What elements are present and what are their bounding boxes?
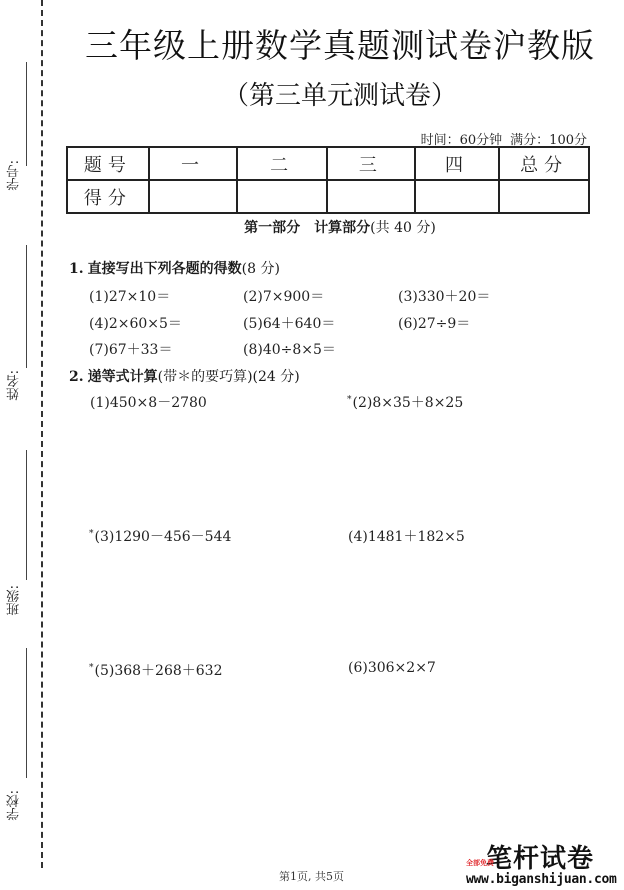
brand-logo[interactable] (466, 838, 622, 890)
part-heading (60, 217, 620, 237)
q1-item-2: (2)7×900＝ (243, 289, 325, 305)
question-1-heading (69, 258, 280, 278)
question-number: 1. (69, 261, 84, 277)
score-cell-2[interactable] (237, 180, 327, 213)
score-cell-total[interactable] (499, 180, 589, 213)
header-cell-2: 二 (237, 147, 327, 180)
logo-name: 笔杆试卷 (486, 844, 595, 874)
page-subtitle: （第三单元测试卷） (222, 81, 457, 111)
question-number: 2. (69, 369, 84, 385)
q2-item-2 (347, 392, 463, 412)
q2-item-1 (89, 392, 207, 412)
q2-item-6 (347, 660, 436, 676)
q1-item-8: (8)40÷8×5＝ (243, 342, 336, 358)
part-points: (共 40 分) (370, 220, 436, 236)
question-points: (8 分) (241, 261, 280, 277)
star-marker: * (347, 395, 352, 405)
score-table-header-row (67, 147, 589, 180)
class-line[interactable] (26, 450, 27, 580)
student-id-line[interactable] (26, 62, 27, 166)
header-cell-question-no: 题号 (67, 147, 149, 180)
school-line[interactable] (26, 648, 27, 778)
q1-item-5: (5)64＋640＝ (243, 316, 336, 332)
q1-item-6: (6)27÷9＝ (398, 316, 471, 332)
q2-item-text: (1)450×8－2780 (90, 395, 207, 411)
q2-item-text: (4)1481＋182×5 (348, 529, 465, 545)
student-id-label: 学号: (7, 160, 22, 191)
header-cell-3: 三 (327, 147, 415, 180)
question-2-heading (69, 366, 300, 386)
q2-item-text: (6)306×2×7 (348, 660, 436, 676)
q2-item-5 (89, 660, 223, 680)
header-cell-total: 总分 (499, 147, 589, 180)
part-name: 计算部分 (314, 220, 371, 236)
name-label: 姓名: (7, 370, 22, 401)
page-title: 三年级上册数学真题测试卷沪教版 (85, 26, 595, 65)
q1-item-1: (1)27×10＝ (89, 289, 171, 305)
star-marker: * (89, 663, 94, 673)
question-title: 直接写出下列各题的得数 (87, 261, 242, 277)
q2-item-text: (3)1290－456－544 (94, 529, 232, 545)
q1-item-4: (4)2×60×5＝ (89, 316, 182, 332)
score-cell-4[interactable] (415, 180, 500, 213)
score-table (66, 146, 590, 214)
q2-item-text: (2)8×35＋8×25 (352, 395, 464, 411)
q1-item-7: (7)67＋33＝ (89, 342, 173, 358)
score-cell-3[interactable] (327, 180, 415, 213)
score-cell-1[interactable] (149, 180, 238, 213)
name-line[interactable] (26, 245, 27, 368)
q1-item-3: (3)330＋20＝ (398, 289, 491, 305)
page-number: 第1页, 共5页 (279, 870, 344, 883)
question-note: (带＊的要巧算)(24 分) (157, 369, 300, 385)
class-label: 班级: (7, 585, 22, 616)
q2-item-3 (89, 526, 231, 546)
star-marker: * (89, 529, 94, 539)
logo-url-link[interactable]: www.biganshijuan.com (466, 872, 617, 887)
q2-item-text: (5)368＋268＋632 (94, 663, 223, 679)
header-cell-1: 一 (149, 147, 238, 180)
question-title: 递等式计算 (87, 369, 158, 385)
logo-badge: 全部免费 (466, 859, 494, 867)
full-score: 满分：100分 (510, 133, 587, 148)
header-cell-4: 四 (415, 147, 500, 180)
q2-item-4 (347, 526, 465, 546)
time-limit: 时间：60分钟 (420, 133, 503, 148)
part-number: 第一部分 (244, 220, 301, 236)
score-row-label: 得分 (67, 180, 149, 213)
binding-dashed-line (41, 0, 43, 868)
school-label: 学校: (7, 790, 22, 821)
score-table-score-row (67, 180, 589, 213)
